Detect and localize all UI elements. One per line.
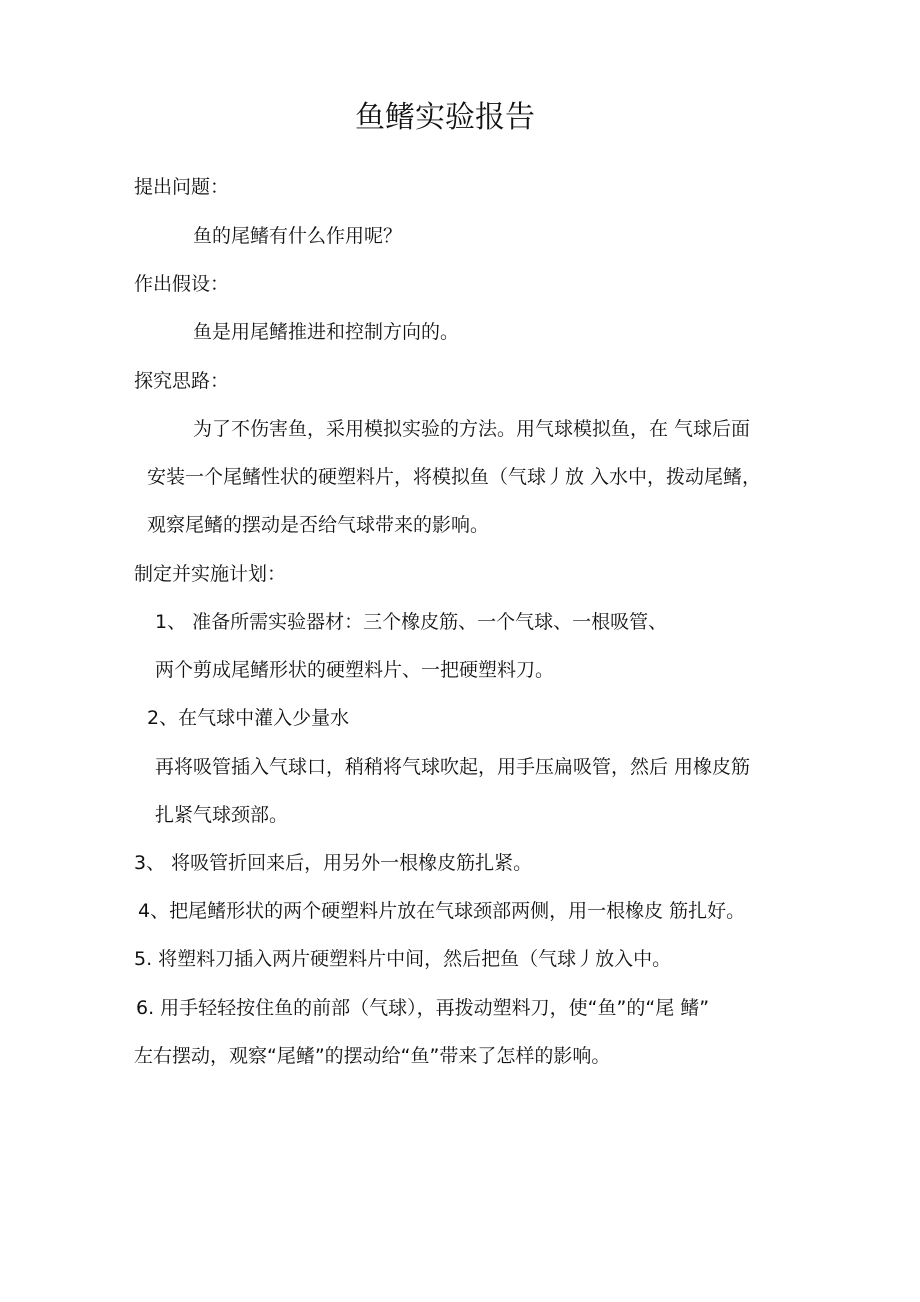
approach-heading: 探究思路：: [134, 370, 230, 392]
plan-step-line: 左右摆动，观察“尾鳍”的摆动给“鱼”带来了怎样的影响。: [134, 1045, 611, 1067]
approach-line: 为了不伤害鱼，采用模拟实验的方法。用气球模拟鱼，在 气球后面: [193, 418, 751, 440]
plan-step-line: 4、把尾鳍形状的两个硬塑料片放在气球颈部两侧，用一根橡皮 筋扎好。: [138, 900, 746, 922]
plan-step-line: 3、 将吸管折回来后，用另外一根橡皮筋扎紧。: [134, 852, 533, 874]
report-title: 鱼鳍实验报告: [355, 100, 535, 135]
plan-step-line: 扎紧气球颈部。: [155, 804, 289, 826]
hypothesis-heading: 作出假设：: [134, 273, 230, 295]
approach-line: 安装一个尾鳍性状的硬塑料片，将模拟鱼（气球丿放 入水中，拨动尾鳍，: [147, 466, 762, 488]
plan-step-line: 再将吸管插入气球口，稍稍将气球吹起，用手压扁吸管，然后 用橡皮筋: [155, 756, 751, 778]
hypothesis-body: 鱼是用尾鳍推进和控制方向的。: [193, 321, 460, 343]
plan-heading: 制定并实施计划：: [134, 563, 287, 585]
plan-step-line: 2、在气球中灌入少量水: [147, 707, 350, 729]
plan-step-line: 5. 将塑料刀插入两片硬塑料片中间，然后把鱼（气球丿放入中。: [134, 948, 672, 970]
approach-line: 观察尾鳍的摆动是否给气球带来的影响。: [147, 514, 490, 536]
plan-step-line: 1、 准备所需实验器材：三个橡皮筋、一个气球、一根吸管、: [155, 611, 668, 633]
question-body: 鱼的尾鳍有什么作用呢？: [193, 225, 403, 247]
plan-step-line: 两个剪成尾鳍形状的硬塑料片、一把硬塑料刀。: [155, 659, 555, 681]
question-heading: 提出问题：: [134, 176, 230, 198]
plan-step-line: 6. 用手轻轻按住鱼的前部（气球），再拨动塑料刀，使“鱼”的“尾 鳍”: [136, 997, 710, 1019]
